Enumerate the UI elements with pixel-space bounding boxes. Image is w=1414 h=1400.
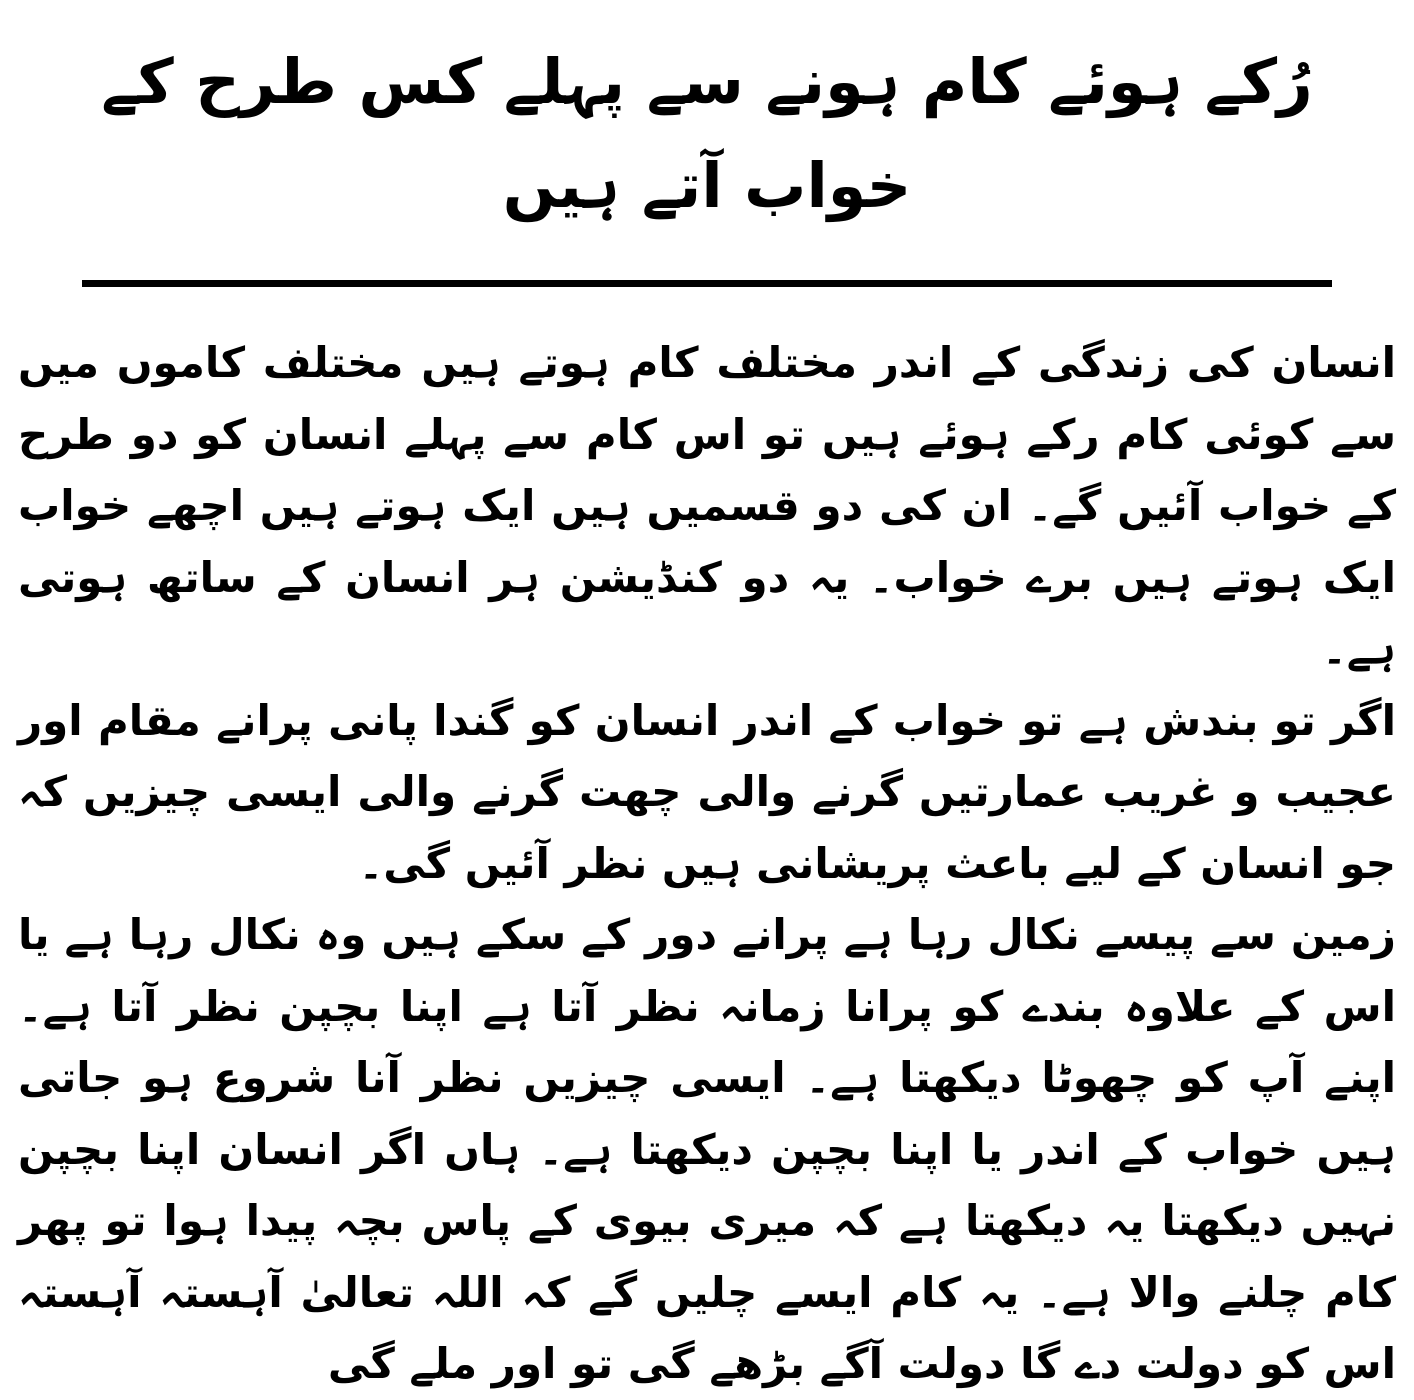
- title-divider: [82, 280, 1332, 287]
- paragraph-3: زمین سے پیسے نکال رہا ہے پرانے دور کے سکے ہیں وہ نکال رہا ہے یا اس کے علاوہ بندے کو پرانا زمانہ نظر آتا ہے اپنا بچپن نظر آتا ہے۔ اپنے آپ کو چھوٹا دیکھتا ہے۔ ایسی چیزیں نظر آنا شروع ہو جاتی ہیں خواب کے اندر یا اپنا بچپن دیکھتا ہے۔ ہاں اگر انسان اپنا بچپن نہیں دیکھتا یہ دیکھتا ہے کہ میری بیوی کے پاس بچہ پیدا ہوا تو پھر کام چلنے والا ہے۔ یہ کام ایسے چلیں گے کہ اللہ تعالیٰ آہستہ آہستہ اس کو دولت دے گا دولت آگے بڑھے گی تو اور ملے گی: [18, 910, 1396, 1388]
- paragraph-2: اگر تو بندش ہے تو خواب کے اندر انسان کو گندا پانی پرانے مقام اور عجیب و غریب عمارتیں گرنے والی چھت گرنے والی ایسی چیزیں کہ جو انسان کے لیے باعث پریشانی ہیں نظر آئیں گی۔: [18, 695, 1396, 888]
- paragraph-1: انسان کی زندگی کے اندر مختلف کام ہوتے ہیں مختلف کاموں میں سے کوئی کام رکے ہوئے ہیں تو اس کام سے پہلے انسان کو دو طرح کے خواب آئیں گے۔ ان کی دو قسمیں ہیں ایک ہوتے ہیں اچھے خواب ایک ہوتے ہیں برے خواب۔ یہ دو کنڈیشن ہر انسان کے ساتھ ہوتی ہے۔: [18, 338, 1396, 673]
- article-title: رُکے ہوئے کام ہونے سے پہلے کس طرح کے خواب آتے ہیں: [101, 45, 1313, 222]
- article-body: [18, 327, 1396, 1400]
